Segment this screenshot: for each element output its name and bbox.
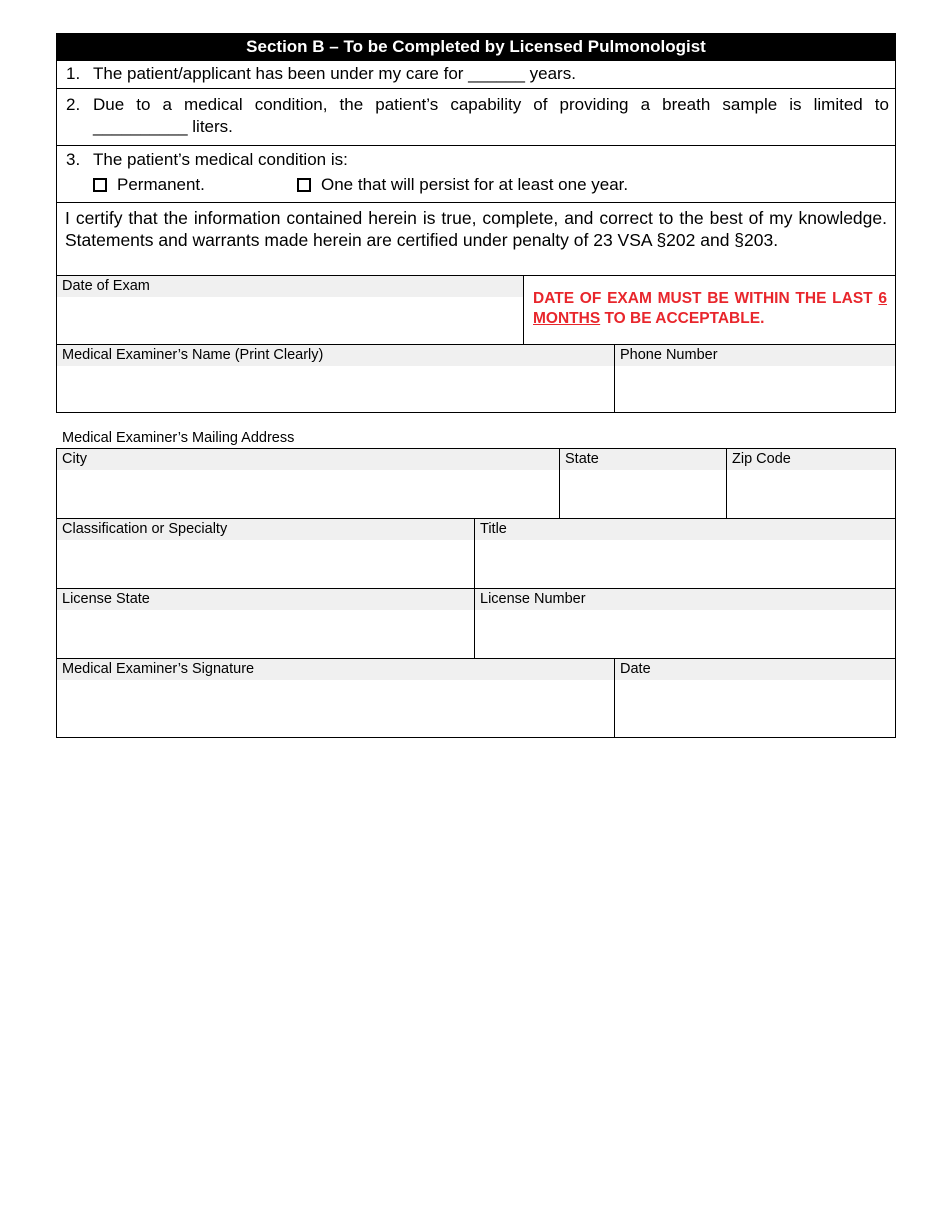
item-text-line2: __________ liters. — [93, 117, 233, 136]
signature-row — [57, 659, 895, 737]
examiner-name-label: Medical Examiner’s Name (Print Clearly) — [57, 345, 614, 366]
license-state-label: License State — [57, 589, 474, 610]
certification-text: I certify that the information contained herein is true, complete, and correct to the best of my knowledge. Statements and warrants made herein are certified under penalty of 23 VSA §202 and §203. — [65, 208, 887, 250]
exam-date-notice — [524, 276, 895, 344]
signature-label: Medical Examiner’s Signature — [57, 659, 614, 680]
item-text: The patient’s medical condition is: — [93, 150, 348, 169]
permanent-checkbox-option[interactable] — [93, 175, 297, 195]
phone-number-label: Phone Number — [615, 345, 895, 366]
city-label: City — [57, 449, 559, 470]
title-label: Title — [475, 519, 895, 540]
section-b-form — [56, 33, 896, 413]
notice-part1: DATE OF EXAM MUST BE WITHIN THE LAST — [533, 290, 879, 307]
persist-checkbox-option[interactable] — [297, 175, 628, 195]
section-b-header: Section B – To be Completed by Licensed Pulmonologist — [57, 34, 895, 61]
notice-period: . — [760, 310, 765, 327]
notice-part2: TO BE ACCEPTABLE — [600, 310, 761, 327]
phone-number-field[interactable] — [615, 345, 895, 412]
license-number-field[interactable] — [475, 589, 895, 658]
license-row — [57, 589, 895, 659]
examiner-name-row — [57, 345, 895, 412]
zip-code-field[interactable] — [727, 449, 895, 518]
item-text-line1: Due to a medical condition, the patient’s capability of providing a breath sample is limited to — [93, 95, 889, 114]
zip-code-label: Zip Code — [727, 449, 895, 470]
state-field[interactable] — [560, 449, 727, 518]
mailing-address-form — [56, 448, 896, 738]
examiner-name-field[interactable] — [57, 345, 615, 412]
certification-row — [57, 203, 895, 276]
signature-field[interactable] — [57, 659, 615, 737]
checkbox-icon[interactable] — [297, 178, 311, 192]
classification-label: Classification or Specialty — [57, 519, 474, 540]
exam-date-notice-text — [524, 276, 895, 329]
item-number: 2. — [66, 95, 81, 114]
mailing-address-heading: Medical Examiner’s Mailing Address — [62, 430, 295, 446]
date-of-exam-row — [57, 276, 895, 345]
notice-underlined: 6 MONTHS — [533, 290, 887, 327]
classification-title-row — [57, 519, 895, 589]
persist-label: One that will persist for at least one year. — [321, 175, 629, 194]
city-field[interactable] — [57, 449, 560, 518]
item-number: 3. — [66, 150, 81, 169]
date-field[interactable] — [615, 659, 895, 737]
date-of-exam-field[interactable] — [57, 276, 524, 344]
date-of-exam-label: Date of Exam — [57, 276, 523, 297]
item-medical-condition — [57, 146, 895, 203]
permanent-label: Permanent. — [117, 175, 205, 194]
item-number: 1. — [66, 64, 81, 83]
city-state-zip-row — [57, 449, 895, 519]
checkbox-icon[interactable] — [93, 178, 107, 192]
item-years-under-care — [57, 61, 895, 89]
item-breath-capability — [57, 89, 895, 146]
item-text: The patient/applicant has been under my care for ______ years. — [93, 64, 576, 83]
license-number-label: License Number — [475, 589, 895, 610]
date-label: Date — [615, 659, 895, 680]
classification-field[interactable] — [57, 519, 475, 588]
state-label: State — [560, 449, 726, 470]
title-field[interactable] — [475, 519, 895, 588]
license-state-field[interactable] — [57, 589, 475, 658]
